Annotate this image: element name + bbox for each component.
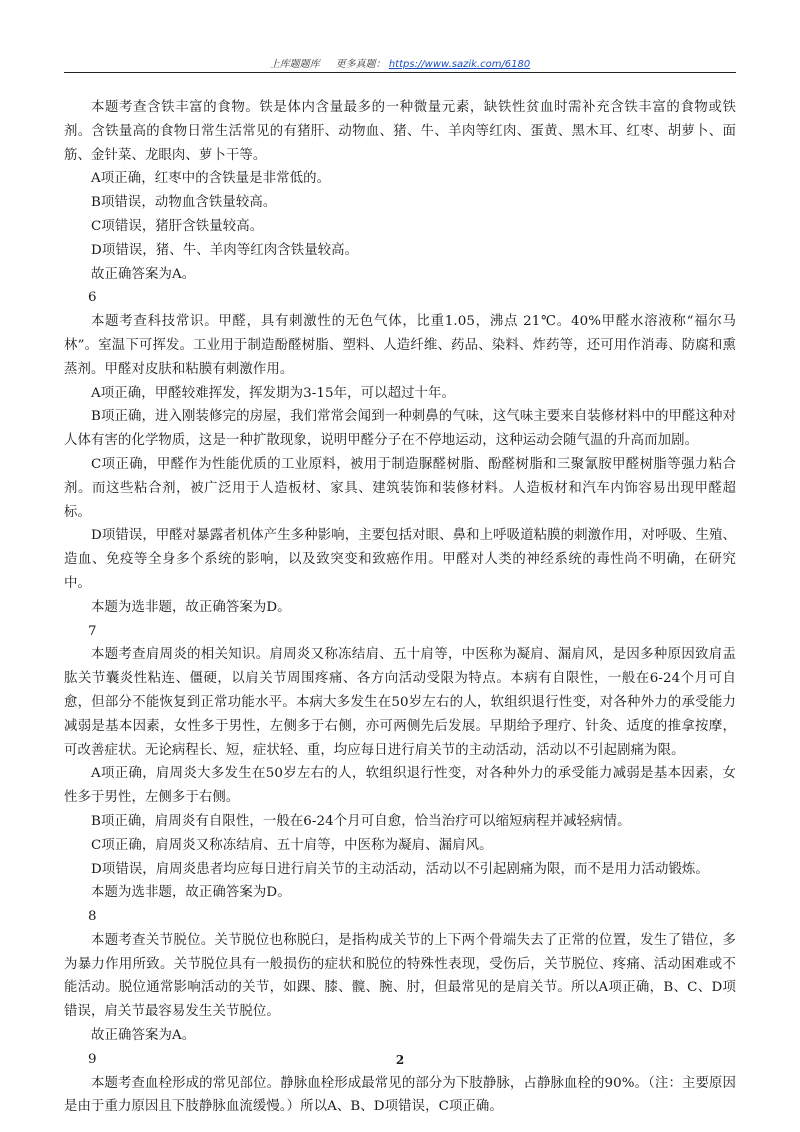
page-header xyxy=(0,55,800,70)
document-body xyxy=(64,96,736,1119)
question-number: 8 xyxy=(88,909,97,925)
site-name: 上库题题库 xyxy=(269,59,320,70)
paragraph: 本题为选非题，故正确答案为D。 xyxy=(91,885,291,901)
paragraph: 本题为选非题，故正确答案为D。 xyxy=(91,599,291,615)
paragraph: D项错误，猪、牛、羊肉等红肉含铁量较高。 xyxy=(91,242,359,258)
paragraph: A项正确，甲醛较难挥发，挥发期为3-15年，可以超过十年。 xyxy=(91,385,456,401)
paragraph: 本题考查科技常识。甲醛，具有刺激性的无色气体，比重1.05，沸点 21℃。40%甲醛水溶液称“福尔马林”。室温下可挥发。工业用于制造酚醛树脂、塑料、人造纤维、药品、染料、炸药等，还可用作消毒、防腐和熏蒸剂。甲醛对皮肤和粘膜有刺激作用。 xyxy=(64,314,736,377)
paragraph: 本题考查含铁丰富的食物。铁是体内含量最多的一种微量元素，缺铁性贫血时需补充含铁丰富的食物或铁剂。含铁量高的食物日常生活常见的有猪肝、动物血、猪、牛、羊肉等红肉、蛋黄、黑木耳、红枣、胡萝卜、面筋、金针菜、龙眼肉、萝卜干等。 xyxy=(64,100,736,163)
paragraph: C项错误，猪肝含铁量较高。 xyxy=(91,218,264,234)
paragraph: B项错误，动物血含铁量较高。 xyxy=(91,195,277,211)
paragraph: 本题考查关节脱位。关节脱位也称脱臼，是指构成关节的上下两个骨端失去了正常的位置，发生了错位，多为暴力作用所致。关节脱位具有一般损伤的症状和脱位的特殊性表现，受伤后，关节脱位、疼痛、活动困难或不能活动。脱位通常影响活动的关节，如踝、膝、髋、腕、肘，但最常见的是肩关节。所以A项正确，B、C、D项错误，肩关节最容易发生关节脱位。 xyxy=(64,932,736,1020)
question-number: 6 xyxy=(88,290,97,306)
page-number: 2 xyxy=(395,1053,405,1067)
question-number: 7 xyxy=(88,623,97,639)
question-number: 9 xyxy=(88,1051,97,1067)
paragraph: A项正确，红枣中的含铁量是非常低的。 xyxy=(91,171,331,187)
paragraph: C项正确，甲醛作为性能优质的工业原料，被用于制造脲醛树脂、酚醛树脂和三聚氰胺甲醛树脂等强力粘合剂。而这些粘合剂，被广泛用于人造板材、家具、建筑装饰和装修材料。人造板材和汽车内饰容易出现甲醛超标。 xyxy=(64,456,736,520)
paragraph: 故正确答案为A。 xyxy=(91,1028,196,1044)
paragraph: C项正确，肩周炎又称冻结肩、五十肩等，中医称为凝肩、漏肩风。 xyxy=(91,837,493,853)
header-link[interactable]: https://www.sazik.com/6180 xyxy=(388,59,531,70)
header-divider xyxy=(64,72,736,73)
paragraph: 故正确答案为A。 xyxy=(91,266,196,282)
paragraph: B项正确，肩周炎有自限性，一般在6-24个月可自愈，恰当治疗可以缩短病程并减轻病情。 xyxy=(91,813,631,829)
paragraph: D项错误，甲醛对暴露者机体产生多种影响，主要包括对眼、鼻和上呼吸道粘膜的刺激作用，对呼吸、生殖、造血、免疫等全身多个系统的影响，以及致突变和致癌作用。甲醛对人类的神经系统的毒性尚不明确，在研究中。 xyxy=(64,528,736,591)
paragraph: 本题考查肩周炎的相关知识。肩周炎又称冻结肩、五十肩等，中医称为凝肩、漏肩风，是因多种原因致肩盂肱关节囊炎性粘连、僵硬，以肩关节周围疼痛、各方向活动受限为特点。本病有自限性，一般在6-24个月可自愈，但部分不能恢复到正常功能水平。本病大多发生在50岁左右的人，软组织退行性变，对各种外力的承受能力减弱是基本因素，女性多于男性，左侧多于右侧，亦可两侧先后发展。早期给予理疗、针灸、适度的推拿按摩，可改善症状。无论病程长、短，症状轻、重，均应每日进行肩关节的主动活动，活动以不引起剧痛为限。 xyxy=(64,647,736,758)
paragraph: B项正确，进入刚装修完的房屋，我们常常会闻到一种刺鼻的气味，这气味主要来自装修材料中的甲醛这种对人体有害的化学物质，这是一种扩散现象，说明甲醛分子在不停地运动，这种运动会随气温的升高而加剧。 xyxy=(64,409,736,449)
more-label: 更多真题： xyxy=(335,59,386,70)
paragraph: 本题考查血栓形成的常见部位。静脉血栓形成最常见的部分为下肢静脉，占静脉血栓的90%。（注：主要原因是由于重力原因且下肢静脉血流缓慢。）所以A、B、D项错误，C项正确。 xyxy=(64,1075,736,1115)
header-separator xyxy=(323,59,333,70)
paragraph: D项错误，肩周炎患者均应每日进行肩关节的主动活动，活动以不引起剧痛为限，而不是用力活动锻炼。 xyxy=(91,861,709,877)
paragraph: A项正确，肩周炎大多发生在50岁左右的人，软组织退行性变，对各种外力的承受能力减弱是基本因素，女性多于男性，左侧多于右侧。 xyxy=(64,766,736,806)
